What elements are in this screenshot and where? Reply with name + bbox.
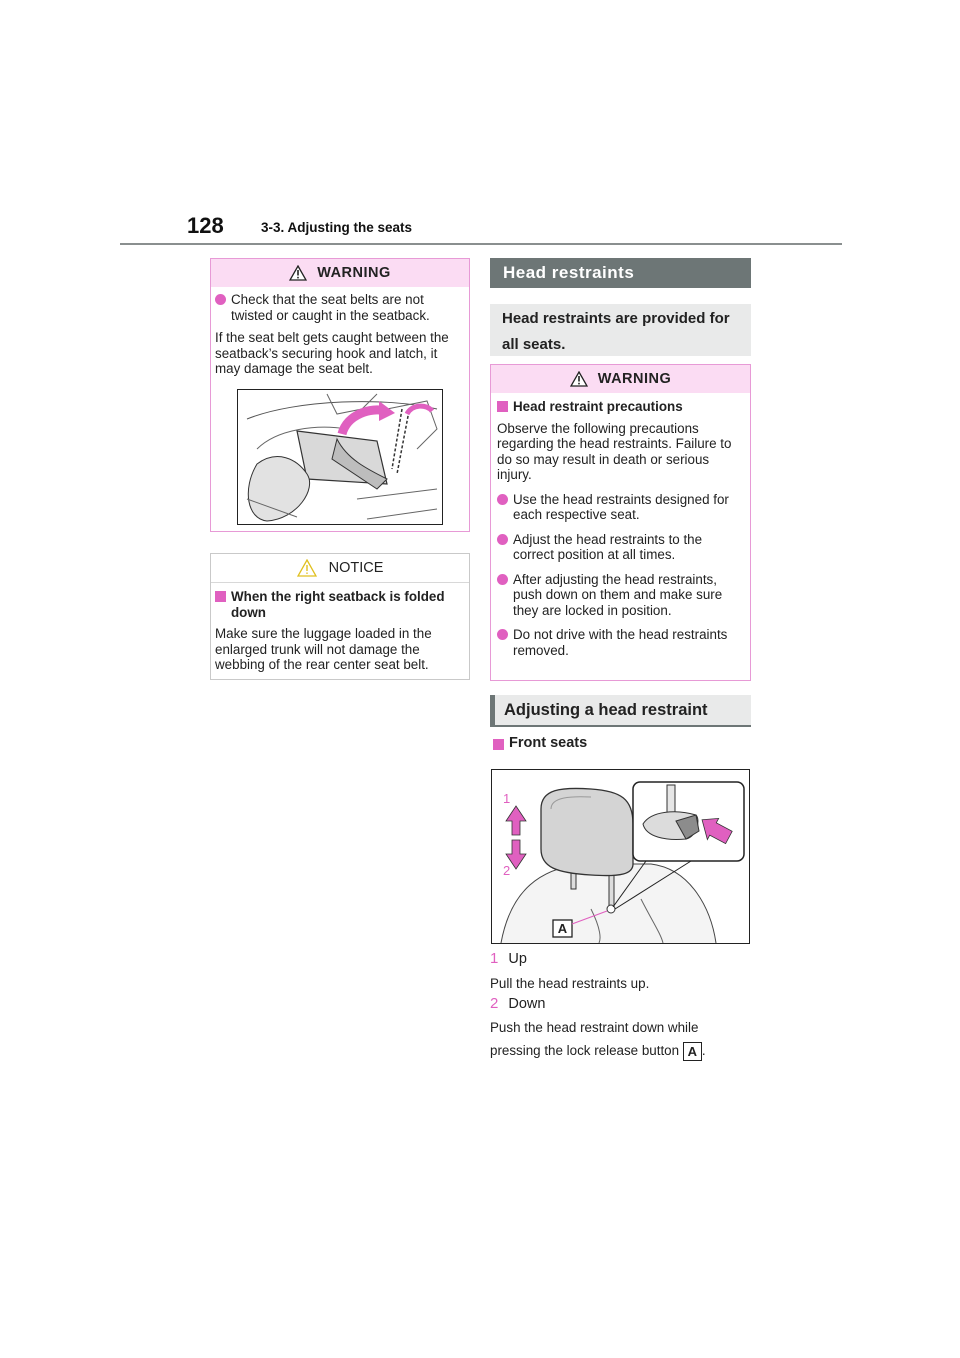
step-number: 1 bbox=[490, 950, 499, 967]
warning-triangle-icon bbox=[570, 371, 588, 387]
figure-label-2: 2 bbox=[503, 863, 511, 878]
lock-release-button-tag: A bbox=[683, 1042, 702, 1061]
notice-box-trunk bbox=[210, 553, 470, 680]
notice-title: NOTICE bbox=[328, 560, 384, 576]
bullet-dot-icon bbox=[497, 574, 508, 585]
bullet-text: Use the head restraints designed for each respective seat. bbox=[513, 491, 729, 522]
bullet-text: After adjusting the head restraints, push down on them and make sure they are locked in position. bbox=[513, 571, 723, 618]
figure-label-a: A bbox=[557, 921, 568, 936]
bullet-text: Do not drive with the head restraints removed. bbox=[513, 627, 728, 658]
step-up bbox=[490, 950, 527, 967]
section-title: 3-3. Adjusting the seats bbox=[261, 220, 413, 235]
notice-heading-text: When the right seatback is folded down bbox=[231, 589, 445, 620]
intro-box: Head restraints are provided for all seats. bbox=[490, 304, 751, 356]
head-restraint-illustration bbox=[491, 769, 750, 944]
warning-title: WARNING bbox=[317, 265, 391, 281]
warning-title: WARNING bbox=[597, 371, 672, 387]
step-down bbox=[490, 995, 545, 1012]
page-number: 128 bbox=[187, 213, 224, 238]
notice-header bbox=[211, 554, 469, 583]
figure-label-1: 1 bbox=[503, 791, 511, 806]
bullet-dot-icon bbox=[497, 629, 508, 640]
warning-header bbox=[211, 259, 469, 287]
front-seats-text: Front seats bbox=[509, 735, 588, 751]
step-number: 2 bbox=[490, 995, 499, 1012]
caution-triangle-icon bbox=[297, 559, 317, 577]
bullet-text: Check that the seat belts are not twisted or caught in the seatback. bbox=[231, 292, 430, 323]
square-bullet-icon bbox=[493, 739, 504, 750]
step-down-description-line1: Push the head restraint down while bbox=[490, 1020, 699, 1035]
step-label: Down bbox=[508, 996, 546, 1012]
step-label: Up bbox=[508, 951, 527, 967]
notice-heading bbox=[215, 589, 465, 620]
warning-triangle-icon bbox=[289, 265, 307, 281]
warning-box-head-restraints bbox=[490, 364, 751, 681]
warning-paragraph: If the seat belt gets caught between the seatback’s securing hook and latch, it may damage the seat belt. bbox=[215, 330, 449, 376]
notice-paragraph: Make sure the luggage loaded in the enlarged trunk will not damage the webbing of the rear center seat belt. bbox=[215, 626, 432, 672]
bullet-dot-icon bbox=[215, 294, 226, 305]
bullet-text: Adjust the head restraints to the correct position at all times. bbox=[513, 531, 703, 562]
warning-heading bbox=[497, 399, 746, 415]
step-up-description: Pull the head restraints up. bbox=[490, 976, 650, 991]
header-rule bbox=[120, 243, 842, 245]
warning-bullet bbox=[215, 292, 465, 323]
square-bullet-icon bbox=[215, 591, 226, 602]
step-down-text: pressing the lock release button bbox=[490, 1043, 680, 1059]
warning-bullet bbox=[497, 572, 746, 619]
subsection-heading-adjusting: Adjusting a head restraint bbox=[490, 695, 751, 727]
seatback-latch-illustration bbox=[237, 389, 443, 525]
warning-bullet bbox=[497, 532, 746, 563]
front-seats-heading bbox=[493, 736, 587, 752]
bullet-dot-icon bbox=[497, 494, 508, 505]
warning-header bbox=[491, 365, 750, 393]
square-bullet-icon bbox=[497, 401, 508, 412]
warning-paragraph: Observe the following precautions regarding the head restraints. Failure to do so may result in death or serious injury. bbox=[497, 420, 732, 482]
section-heading-head-restraints: Head restraints bbox=[490, 258, 751, 288]
warning-bullet bbox=[497, 492, 746, 523]
bullet-dot-icon bbox=[497, 534, 508, 545]
warning-heading-text: Head restraint precautions bbox=[513, 399, 683, 414]
step-down-description-line2: pressing the lock release button A . bbox=[490, 1043, 706, 1059]
warning-bullet bbox=[497, 627, 746, 658]
warning-box-seatbelt bbox=[210, 258, 470, 532]
